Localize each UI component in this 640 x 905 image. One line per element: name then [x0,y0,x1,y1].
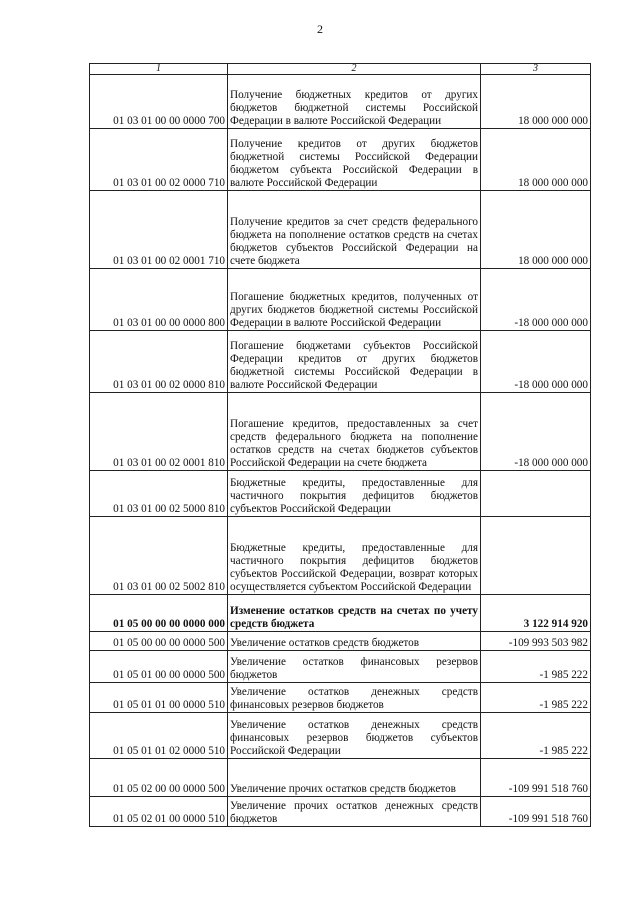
row-amount [481,517,591,595]
budget-code: 01 03 01 00 02 0001 710 [90,191,228,269]
row-description: Изменение остатков средств на счетах по учету средств бюджета [228,595,481,632]
table-row [90,129,591,191]
table-row [90,269,591,331]
budget-code: 01 05 01 01 00 0000 510 [90,683,228,713]
row-amount: 3 122 914 920 [481,595,591,632]
row-amount: 18 000 000 000 [481,75,591,129]
row-description: Погашение бюджетных кредитов, полученных от других бюджетов бюджетной системы Российской Федерации в валюте Российской Федерации [228,269,481,331]
row-amount: 18 000 000 000 [481,129,591,191]
table-row [90,517,591,595]
budget-code: 01 05 00 00 00 0000 000 [90,595,228,632]
row-amount: -1 985 222 [481,651,591,683]
row-description: Увеличение остатков денежных средств финансовых резервов бюджетов субъектов Российской Федерации [228,713,481,759]
row-description: Бюджетные кредиты, предоставленные для частичного покрытия дефицитов бюджетов субъектов Российской Федерации [228,471,481,517]
row-description: Получение кредитов от других бюджетов бюджетной системы Российской Федерации бюджетом субъекта Российской Федерации в валюте Российской Федерации [228,129,481,191]
row-description: Бюджетные кредиты, предоставленные для частичного покрытия дефицитов бюджетов субъектов Российской Федерации, возврат которых осуществляется субъектом Российской Федерации [228,517,481,595]
table-row [90,393,591,471]
table-row [90,75,591,129]
table-row [90,632,591,651]
column-number: 1 [90,64,228,75]
row-description: Увеличение остатков финансовых резервов бюджетов [228,651,481,683]
row-amount: -18 000 000 000 [481,393,591,471]
row-amount: -109 991 518 760 [481,797,591,827]
budget-code: 01 03 01 00 02 5002 810 [90,517,228,595]
budget-sources-table [89,63,591,827]
row-amount: -109 993 503 982 [481,632,591,651]
budget-code: 01 03 01 00 02 0000 710 [90,129,228,191]
row-amount [481,471,591,517]
row-description: Увеличение остатков денежных средств финансовых резервов бюджетов [228,683,481,713]
budget-code: 01 03 01 00 02 0001 810 [90,393,228,471]
row-amount: -109 991 518 760 [481,759,591,797]
table-row [90,651,591,683]
row-description: Погашение бюджетами субъектов Российской Федерации кредитов от других бюджетов бюджетной системы Российской Федерации в валюте Российской Федерации [228,331,481,393]
row-description: Получение кредитов за счет средств федерального бюджета на пополнение остатков средств на счетах бюджетов субъектов Российской Федерации на счете бюджета [228,191,481,269]
row-description: Погашение кредитов, предоставленных за счет средств федерального бюджета на пополнение остатков средств на счетах бюджетов субъектов Российской Федерации на счете бюджета [228,393,481,471]
table-row [90,759,591,797]
budget-code: 01 05 02 00 00 0000 500 [90,759,228,797]
row-amount: -1 985 222 [481,683,591,713]
row-description: Увеличение прочих остатков средств бюджетов [228,759,481,797]
column-number: 2 [228,64,481,75]
table-row [90,595,591,632]
row-description: Увеличение прочих остатков денежных средств бюджетов [228,797,481,827]
table-row [90,797,591,827]
budget-code: 01 05 01 01 02 0000 510 [90,713,228,759]
table-row [90,471,591,517]
row-description: Увеличение остатков средств бюджетов [228,632,481,651]
budget-code: 01 03 01 00 02 0000 810 [90,331,228,393]
row-amount: -18 000 000 000 [481,331,591,393]
page-number: 2 [317,22,323,36]
table-row [90,713,591,759]
budget-code: 01 03 01 00 02 5000 810 [90,471,228,517]
row-description: Получение бюджетных кредитов от других бюджетов бюджетной системы Российской Федерации в валюте Российской Федерации [228,75,481,129]
column-number-row [90,64,591,75]
row-amount: -18 000 000 000 [481,269,591,331]
table-row [90,191,591,269]
table-row [90,331,591,393]
budget-code: 01 03 01 00 00 0000 800 [90,269,228,331]
row-amount: -1 985 222 [481,713,591,759]
table-row [90,683,591,713]
column-number: 3 [481,64,591,75]
budget-code: 01 05 01 00 00 0000 500 [90,651,228,683]
budget-code: 01 03 01 00 00 0000 700 [90,75,228,129]
row-amount: 18 000 000 000 [481,191,591,269]
budget-code: 01 05 00 00 00 0000 500 [90,632,228,651]
budget-code: 01 05 02 01 00 0000 510 [90,797,228,827]
